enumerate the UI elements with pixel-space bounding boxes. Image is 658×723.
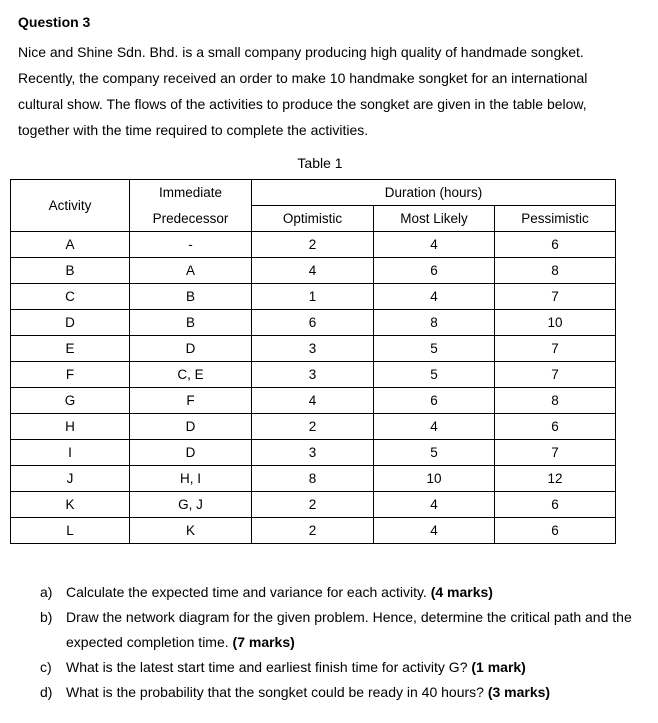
cell-predecessor: D [130,414,252,440]
header-activity: Activity [11,180,130,232]
cell-most-likely: 10 [374,466,495,492]
cell-optimistic: 1 [252,284,374,310]
table-row [11,466,616,492]
cell-activity: L [11,518,130,544]
cell-pessimistic: 6 [495,414,616,440]
cell-activity: H [11,414,130,440]
cell-predecessor: C, E [130,362,252,388]
sub-question-label: d) [40,684,53,700]
question-title: Question 3 [18,14,91,30]
cell-activity: I [11,440,130,466]
sub-question-text: Calculate the expected time and variance for each activity. [66,584,427,600]
cell-activity: K [11,492,130,518]
table-row [11,258,616,284]
cell-activity: F [11,362,130,388]
cell-activity: G [11,388,130,414]
sub-question-d [40,680,640,705]
intro-paragraph [18,39,648,143]
sub-question-text: What is the probability that the songket could be ready in 40 hours? [66,684,484,700]
table-row [11,310,616,336]
sub-question-list [40,580,640,705]
cell-pessimistic: 7 [495,284,616,310]
table-row [11,492,616,518]
table-caption: Table 1 [297,155,343,171]
sub-question-marks: (3 marks) [487,684,551,700]
cell-most-likely: 8 [374,310,495,336]
sub-question-label: a) [40,584,53,600]
activity-table-body [11,232,616,544]
sub-question-label: b) [40,609,53,625]
cell-optimistic: 8 [252,466,374,492]
sub-question-text: What is the latest start time and earliest finish time for activity G? [66,659,468,675]
cell-pessimistic: 6 [495,492,616,518]
intro-line: Nice and Shine Sdn. Bhd. is a small company producing high quality of handmade songket. [18,44,584,60]
cell-pessimistic: 8 [495,258,616,284]
cell-optimistic: 2 [252,414,374,440]
cell-optimistic: 2 [252,232,374,258]
sub-question-a [40,580,640,605]
cell-most-likely: 5 [374,362,495,388]
header-duration: Duration (hours) [252,180,616,206]
table-row [11,518,616,544]
header-pessimistic: Pessimistic [495,206,616,232]
table-row [11,440,616,466]
cell-activity: C [11,284,130,310]
sub-question-marks: (1 mark) [471,659,526,675]
cell-most-likely: 4 [374,518,495,544]
table-row [11,362,616,388]
header-optimistic: Optimistic [252,206,374,232]
cell-optimistic: 3 [252,440,374,466]
cell-most-likely: 6 [374,388,495,414]
cell-predecessor: H, I [130,466,252,492]
table-row [11,414,616,440]
cell-most-likely: 4 [374,492,495,518]
cell-predecessor: B [130,284,252,310]
cell-predecessor: G, J [130,492,252,518]
cell-most-likely: 6 [374,258,495,284]
cell-activity: A [11,232,130,258]
cell-pessimistic: 8 [495,388,616,414]
cell-predecessor: - [130,232,252,258]
sub-question-c [40,655,640,680]
cell-activity: D [11,310,130,336]
cell-optimistic: 2 [252,492,374,518]
table-row [11,232,616,258]
cell-optimistic: 6 [252,310,374,336]
header-most-likely: Most Likely [374,206,495,232]
cell-optimistic: 4 [252,258,374,284]
cell-pessimistic: 6 [495,232,616,258]
intro-line: cultural show. The flows of the activities to produce the songket are given in the table below, [18,96,587,112]
cell-pessimistic: 7 [495,336,616,362]
sub-question-label: c) [40,659,52,675]
header-predecessor-line2: Predecessor [130,206,252,232]
cell-optimistic: 3 [252,336,374,362]
cell-pessimistic: 12 [495,466,616,492]
sub-question-text: Draw the network diagram for the given problem. Hence, determine the critical path and the expected completion time. [66,609,632,650]
cell-optimistic: 4 [252,388,374,414]
cell-optimistic: 2 [252,518,374,544]
cell-activity: B [11,258,130,284]
table-row [11,284,616,310]
sub-question-marks: (4 marks) [430,584,493,600]
cell-most-likely: 4 [374,284,495,310]
cell-most-likely: 4 [374,414,495,440]
cell-predecessor: A [130,258,252,284]
sub-question-b [40,605,640,655]
cell-pessimistic: 7 [495,362,616,388]
cell-predecessor: F [130,388,252,414]
cell-predecessor: D [130,336,252,362]
intro-line: together with the time required to complete the activities. [18,122,369,138]
cell-predecessor: B [130,310,252,336]
sub-question-marks: (7 marks) [232,634,295,650]
cell-pessimistic: 10 [495,310,616,336]
cell-activity: J [11,466,130,492]
cell-optimistic: 3 [252,362,374,388]
cell-predecessor: D [130,440,252,466]
cell-most-likely: 4 [374,232,495,258]
cell-pessimistic: 6 [495,518,616,544]
header-predecessor-line1: Immediate [130,180,252,206]
table-row [11,336,616,362]
table-row [11,388,616,414]
cell-activity: E [11,336,130,362]
cell-pessimistic: 7 [495,440,616,466]
cell-most-likely: 5 [374,336,495,362]
intro-line: Recently, the company received an order to make 10 handmake songket for an international [18,70,588,86]
cell-predecessor: K [130,518,252,544]
activity-table [10,179,616,544]
cell-most-likely: 5 [374,440,495,466]
